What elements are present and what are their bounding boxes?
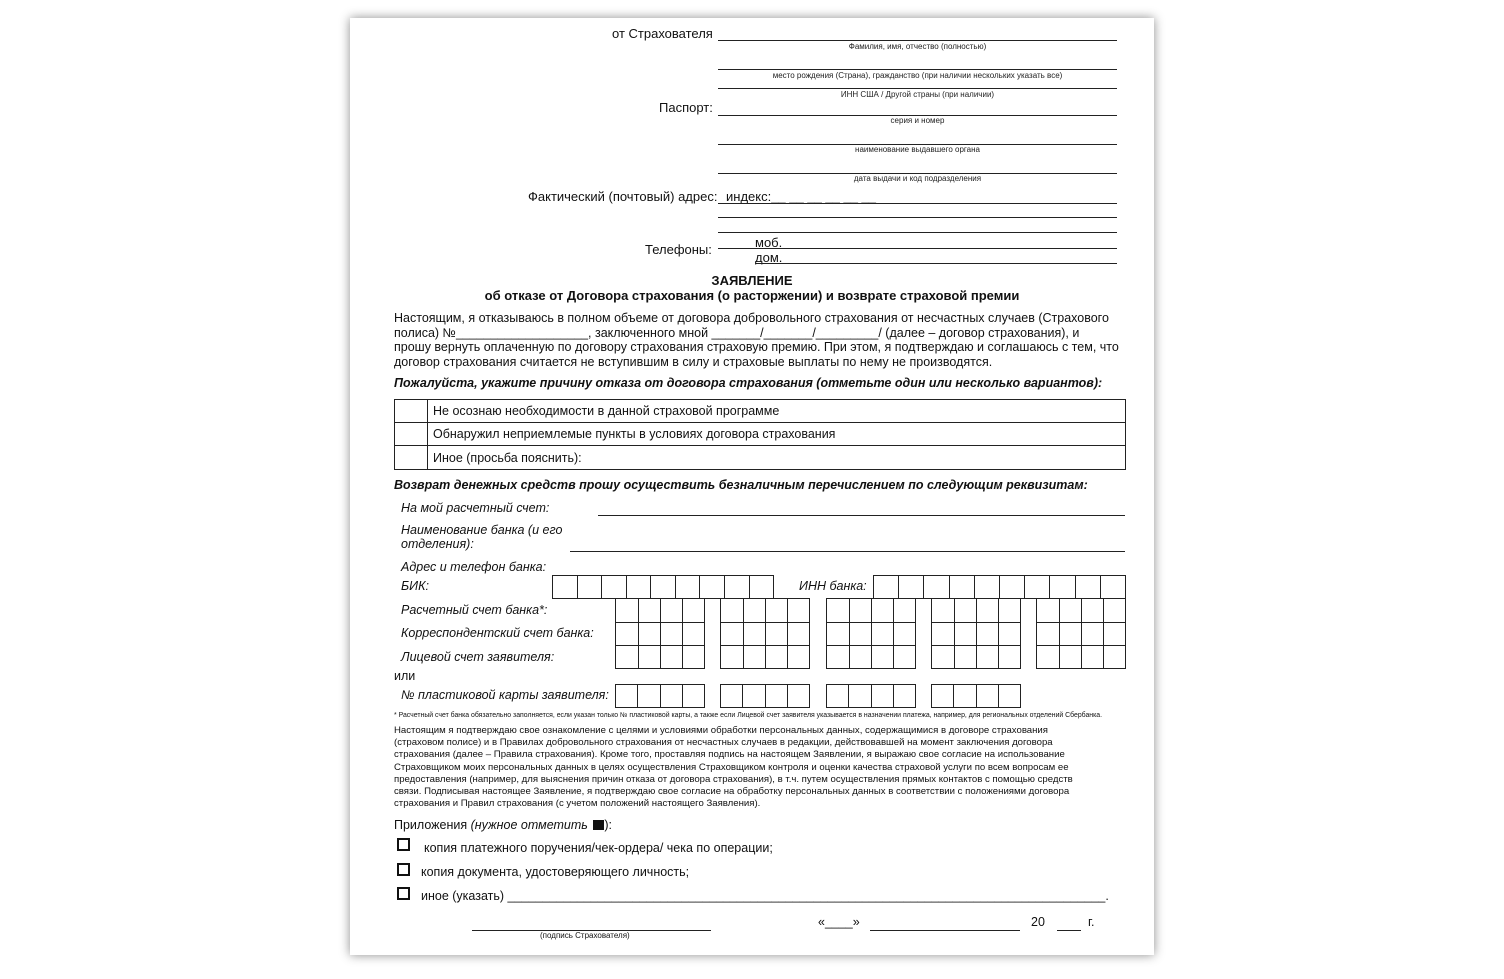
intro-line-4: договор страхования считается не вступившим в силу и страховые выплаты по нему не производятся. [394, 354, 993, 369]
attachments-heading-end: ): [604, 818, 612, 832]
index-field[interactable]: индекс:__ __ __ __ __ __ [726, 189, 877, 204]
fio-line[interactable] [718, 40, 1117, 41]
reason-checkbox-2[interactable] [395, 423, 427, 445]
footnote: * Расчетный счет банка обязательно заполняется, если указан только № пластиковой карты, а также если Лицевой счет заявителя указывается в назначении платежа, например, для региональных отделений Сбербанка. [394, 712, 1103, 719]
mobile-line[interactable] [718, 248, 1117, 249]
consent-line-6: связи. Подписывая настоящее Заявление, я подтверждаю свое согласие на обработку персональных данных в соответствии с положениями договора [394, 786, 1070, 798]
reasons-heading: Пожалуйста, укажите причину отказа от договора страхования (отметьте один или несколько вариантов): [394, 376, 1103, 390]
refund-heading: Возврат денежных средств прошу осуществить безналичным перечислением по следующим реквизитам: [394, 478, 1088, 492]
document-title: ЗАЯВЛЕНИЕ [711, 273, 793, 288]
signature-year-line[interactable] [1057, 930, 1081, 931]
document-page [350, 18, 1154, 955]
inn-bank-label: ИНН банка: [799, 579, 867, 593]
attachment-label-2: копия документа, удостоверяющего личность; [421, 865, 690, 879]
reason-label-2: Обнаружил неприемлемые пункты в условиях договора страхования [433, 427, 836, 441]
from-insurer-label: от Страхователя [612, 26, 713, 41]
account-digits-group-2[interactable] [720, 598, 810, 669]
account-digits-group-3[interactable] [826, 598, 916, 669]
mobile-label: моб. [755, 235, 783, 250]
attachment-checkbox-2[interactable] [397, 863, 410, 876]
attachment-checkbox-3[interactable] [397, 887, 410, 900]
attachments-note: (нужное отметить [470, 818, 588, 832]
signature-year-suffix: г. [1088, 915, 1095, 929]
inn-bank-input[interactable] [873, 575, 1126, 599]
issuer-caption: наименование выдавшего органа [855, 145, 980, 154]
consent-line-3: страхования (далее – Правила страхования). Кроме того, проставляя подпись на настоящем Заявлении, я выражаю свое согласие на использование [394, 749, 1065, 761]
personal-account-label: Лицевой счет заявителя: [401, 650, 555, 664]
reason-label-1: Не осознаю необходимости в данной страховой программе [433, 404, 780, 418]
checked-box-icon [593, 820, 604, 830]
card-digits-group-3[interactable] [826, 684, 916, 708]
account-line[interactable] [598, 515, 1125, 516]
signature-year-prefix: 20 [1031, 915, 1045, 929]
reason-label-3: Иное (просьба пояснить): [433, 451, 582, 465]
card-digits-group-2[interactable] [720, 684, 810, 708]
address-line-2[interactable] [718, 217, 1117, 218]
document-subtitle: об отказе от Договора страхования (о расторжении) и возврате страховой премии [484, 288, 1020, 303]
inn-caption: ИНН США / Другой страны (при наличии) [840, 90, 995, 99]
intro-line-2: полиса) №___________________, заключенного мной _______/_______/_________/ (далее – договор страхования), и [394, 325, 1080, 340]
birth-line[interactable] [718, 69, 1117, 70]
attachments-heading [394, 818, 612, 832]
intro-text [394, 311, 1119, 369]
consent-line-4: Страховщиком моих персональных данных в целях осуществления Страховщиком контроля и оценки качества страховой услуги по всем вопросам ее [394, 761, 1069, 773]
inn-line[interactable] [718, 88, 1117, 89]
attachment-checkbox-1[interactable] [397, 838, 410, 851]
consent-line-2: (страховом полисе) и в Правилах добровольного страхования от несчастных случаев в редакции, действовавшей на момент заключения договора [394, 737, 1053, 749]
phones-label: Телефоны: [645, 242, 712, 257]
home-phone-label: дом. [755, 250, 783, 265]
consent-line-7: страхования и Правил страхования (с учетом положений настоящего Заявления). [394, 798, 761, 810]
address-line-1[interactable] [718, 203, 1117, 204]
bik-input[interactable] [552, 575, 774, 599]
account-digits-group-5[interactable] [1036, 598, 1126, 669]
reasons-row-sep-1 [395, 422, 1125, 423]
consent-line-5: предоставления (например, для выяснения причин отказа от договора страхования), в т.ч. путем осуществления прямых контактов с помощью средств [394, 773, 1073, 785]
reasons-table [394, 399, 1126, 470]
date-caption: дата выдачи и код подразделения [853, 174, 982, 183]
consent-line-1: Настоящим я подтверждаю свое ознакомление с целями и условиями обработки персональных данных, содержащимися в договоре страхования [394, 725, 1048, 736]
bank-name-label-1: Наименование банка (и его [401, 523, 563, 537]
reason-checkbox-3[interactable] [395, 446, 427, 468]
attachment-label-1: копия платежного поручения/чек-ордера/ чека по операции; [424, 841, 773, 855]
account-digits-group-1[interactable] [615, 598, 705, 669]
address-label: Фактический (почтовый) адрес: [528, 189, 718, 204]
attachment-label-3[interactable]: иное (указать) ______________________________________________________________________________________. [421, 889, 1109, 903]
account-label: На мой расчетный счет: [401, 501, 550, 515]
series-caption: серия и номер [890, 116, 945, 125]
birth-caption: место рождения (Страна), гражданство (при наличии нескольких указать все) [772, 71, 1063, 80]
consent-text [394, 725, 1073, 810]
attachments-title: Приложения [394, 818, 468, 832]
signature-caption: (подпись Страхователя) [540, 931, 630, 940]
card-digits-group-1[interactable] [615, 684, 705, 708]
account-digits-group-4[interactable] [931, 598, 1021, 669]
bank-name-label-2: отделения): [401, 537, 474, 551]
intro-line-3: прошу вернуть оплаченную по договору страхования страховую премию. При этом, я подтверждаю и соглашаюсь с тем, что [394, 340, 1119, 355]
intro-line-1: Настоящим, я отказываюсь в полном объеме от договора добровольного страхования от несчастных случаев (Страхового [394, 311, 1109, 325]
bik-label: БИК: [401, 579, 429, 593]
bank-address-label: Адрес и телефон банка: [401, 560, 547, 574]
settlement-account-label: Расчетный счет банка*: [401, 603, 548, 617]
reasons-divider [427, 400, 428, 469]
card-digits-group-4[interactable] [931, 684, 1021, 708]
reason-checkbox-1[interactable] [395, 400, 427, 422]
reasons-row-sep-2 [395, 445, 1125, 446]
card-label: № пластиковой карты заявителя: [401, 688, 609, 702]
signature-month-line[interactable] [870, 930, 1020, 931]
bank-name-line[interactable] [570, 551, 1125, 552]
fio-caption: Фамилия, имя, отчество (полностью) [848, 42, 987, 51]
passport-label: Паспорт: [659, 100, 713, 115]
home-phone-line[interactable] [755, 263, 1117, 264]
or-label: или [394, 669, 416, 683]
signature-day-field[interactable]: «____» [818, 915, 860, 929]
address-line-3[interactable] [718, 232, 1117, 233]
correspondent-account-label: Корреспондентский счет банка: [401, 626, 594, 640]
